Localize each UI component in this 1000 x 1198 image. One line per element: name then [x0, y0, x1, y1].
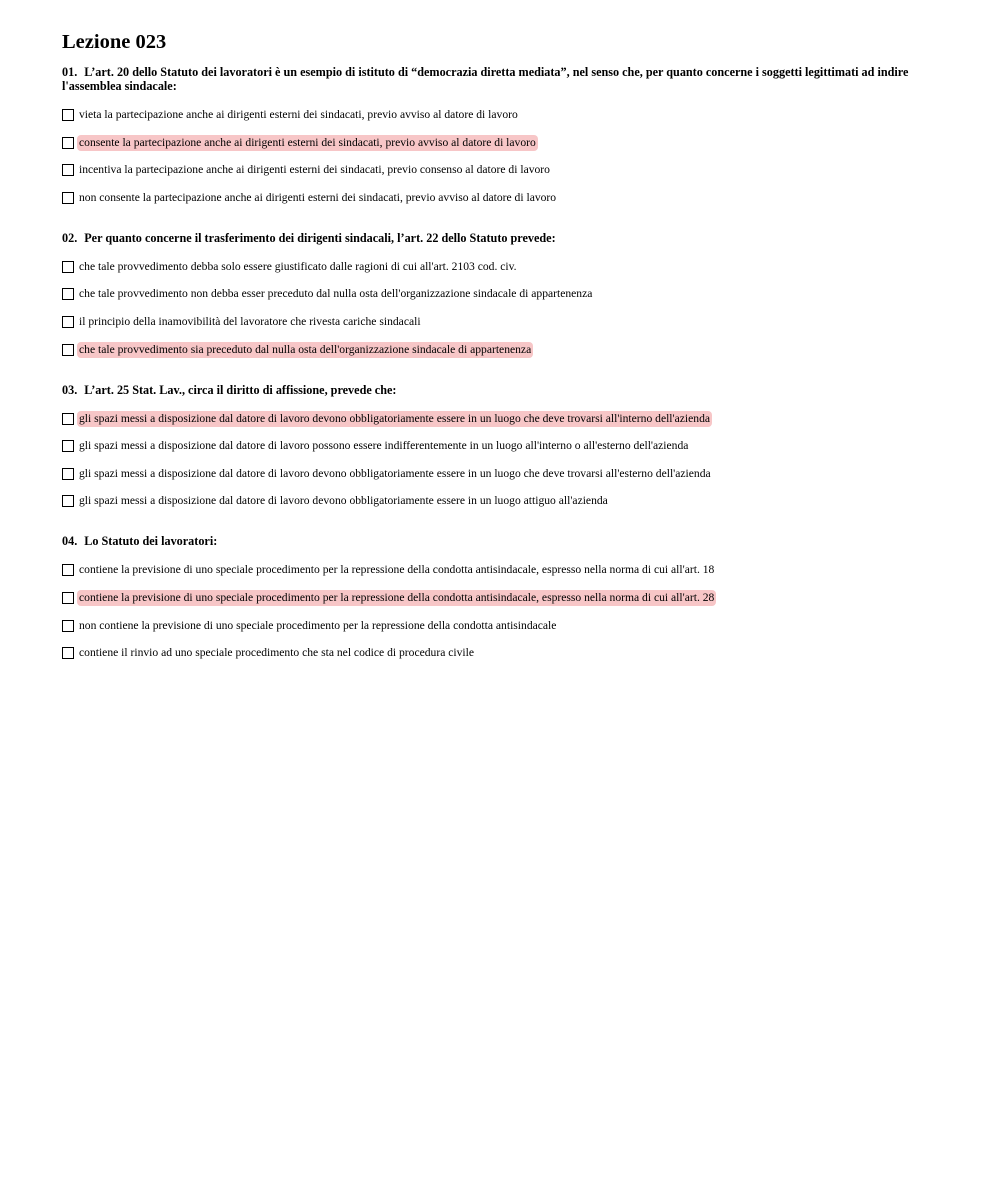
- answer-text: che tale provvedimento non debba esser preceduto dal nulla osta dell'organizzazione sindacale di appartenenza: [79, 287, 593, 301]
- answer-checkbox[interactable]: [62, 620, 74, 632]
- question-text: [62, 383, 932, 397]
- answer-option[interactable]: [62, 257, 932, 277]
- answer-checkbox[interactable]: [62, 288, 74, 300]
- answer-option[interactable]: [62, 160, 932, 180]
- answer-option[interactable]: [62, 284, 932, 304]
- question-body: Per quanto concerne il trasferimento dei dirigenti sindacali, l’art. 22 dello Statuto prevede:: [84, 230, 556, 245]
- question-text: [62, 231, 932, 245]
- answer-text: contiene il rinvio ad uno speciale procedimento che sta nel codice di procedura civile: [79, 646, 474, 660]
- answer-text: gli spazi messi a disposizione dal datore di lavoro devono obbligatoriamente essere in un luogo attiguo all'azienda: [79, 494, 608, 508]
- answer-checkbox[interactable]: [62, 316, 74, 328]
- answer-checkbox[interactable]: [62, 592, 74, 604]
- question-text: [62, 534, 932, 548]
- answer-checkbox[interactable]: [62, 344, 74, 356]
- answer-option[interactable]: [62, 340, 932, 360]
- answer-checkbox[interactable]: [62, 495, 74, 507]
- answer-text: non consente la partecipazione anche ai dirigenti esterni dei sindacati, previo avviso al datore di lavoro: [79, 190, 557, 204]
- question-number: 03.: [62, 382, 78, 397]
- answer-text: che tale provvedimento debba solo essere giustificato dalle ragioni di cui all'art. 2103 cod. civ.: [79, 259, 517, 273]
- answer-option[interactable]: [62, 464, 932, 484]
- answer-text: incentiva la partecipazione anche ai dirigenti esterni dei sindacati, previo consenso al datore di lavoro: [79, 163, 550, 177]
- answer-text: il principio della inamovibilità del lavoratore che rivesta cariche sindacali: [79, 314, 421, 328]
- question-text: [62, 65, 932, 93]
- answer-option[interactable]: [62, 312, 932, 332]
- answer-text: gli spazi messi a disposizione dal datore di lavoro possono essere indifferentemente in un luogo all'interno o all'esterno dell'azienda: [79, 439, 689, 453]
- answer-option[interactable]: [62, 133, 932, 153]
- answer-text: gli spazi messi a disposizione dal datore di lavoro devono obbligatoriamente essere in un luogo che deve trovarsi all'esterno dell'azienda: [79, 466, 711, 480]
- question-block: [62, 534, 932, 663]
- answer-checkbox[interactable]: [62, 164, 74, 176]
- answer-option[interactable]: [62, 643, 932, 663]
- answer-checkbox[interactable]: [62, 261, 74, 273]
- question-number: 04.: [62, 534, 78, 549]
- answer-checkbox[interactable]: [62, 192, 74, 204]
- answer-text-highlighted: gli spazi messi a disposizione dal datore di lavoro devono obbligatoriamente essere in un luogo che deve trovarsi all'interno dell'azienda: [79, 411, 711, 425]
- answer-option[interactable]: [62, 560, 932, 580]
- answer-option[interactable]: [62, 588, 932, 608]
- question-body: Lo Statuto dei lavoratori:: [84, 534, 218, 549]
- page-title: Lezione 023: [62, 31, 167, 53]
- question-number: 02.: [62, 230, 78, 245]
- answer-text: non contiene la previsione di uno speciale procedimento per la repressione della condotta antisindacale: [79, 618, 557, 632]
- question-block: [62, 231, 932, 360]
- question-block: [62, 65, 932, 208]
- answer-option[interactable]: [62, 616, 932, 636]
- answer-option[interactable]: [62, 188, 932, 208]
- answer-checkbox[interactable]: [62, 137, 74, 149]
- answer-checkbox[interactable]: [62, 440, 74, 452]
- answer-text-highlighted: contiene la previsione di uno speciale procedimento per la repressione della condotta antisindacale, espresso nella norma di cui all'art. 28: [79, 590, 715, 604]
- answer-option[interactable]: [62, 491, 932, 511]
- answer-option[interactable]: [62, 436, 932, 456]
- answer-text-highlighted: consente la partecipazione anche ai dirigenti esterni dei sindacati, previo avviso al datore di lavoro: [79, 135, 536, 149]
- answer-option[interactable]: [62, 105, 932, 125]
- question-block: [62, 383, 932, 512]
- answer-checkbox[interactable]: [62, 413, 74, 425]
- answer-checkbox[interactable]: [62, 468, 74, 480]
- question-body: L’art. 25 Stat. Lav., circa il diritto di affissione, prevede che:: [84, 382, 397, 397]
- answer-text: contiene la previsione di uno speciale procedimento per la repressione della condotta antisindacale, espresso nella norma di cui all'art. 18: [79, 563, 715, 577]
- answer-checkbox[interactable]: [62, 109, 74, 121]
- question-list: [62, 65, 932, 663]
- answer-text-highlighted: che tale provvedimento sia preceduto dal nulla osta dell'organizzazione sindacale di appartenenza: [79, 342, 532, 356]
- answer-option[interactable]: [62, 409, 932, 429]
- question-number: 01.: [62, 65, 78, 79]
- answer-checkbox[interactable]: [62, 564, 74, 576]
- answer-text: vieta la partecipazione anche ai dirigenti esterni dei sindacati, previo avviso al datore di lavoro: [79, 108, 518, 121]
- question-body: L’art. 20 dello Statuto dei lavoratori è un esempio di istituto di “democrazia diretta mediata”, nel senso che, per quanto concerne i soggetti legittimati ad indire l'assemblea sindacale:: [62, 65, 909, 93]
- answer-checkbox[interactable]: [62, 647, 74, 659]
